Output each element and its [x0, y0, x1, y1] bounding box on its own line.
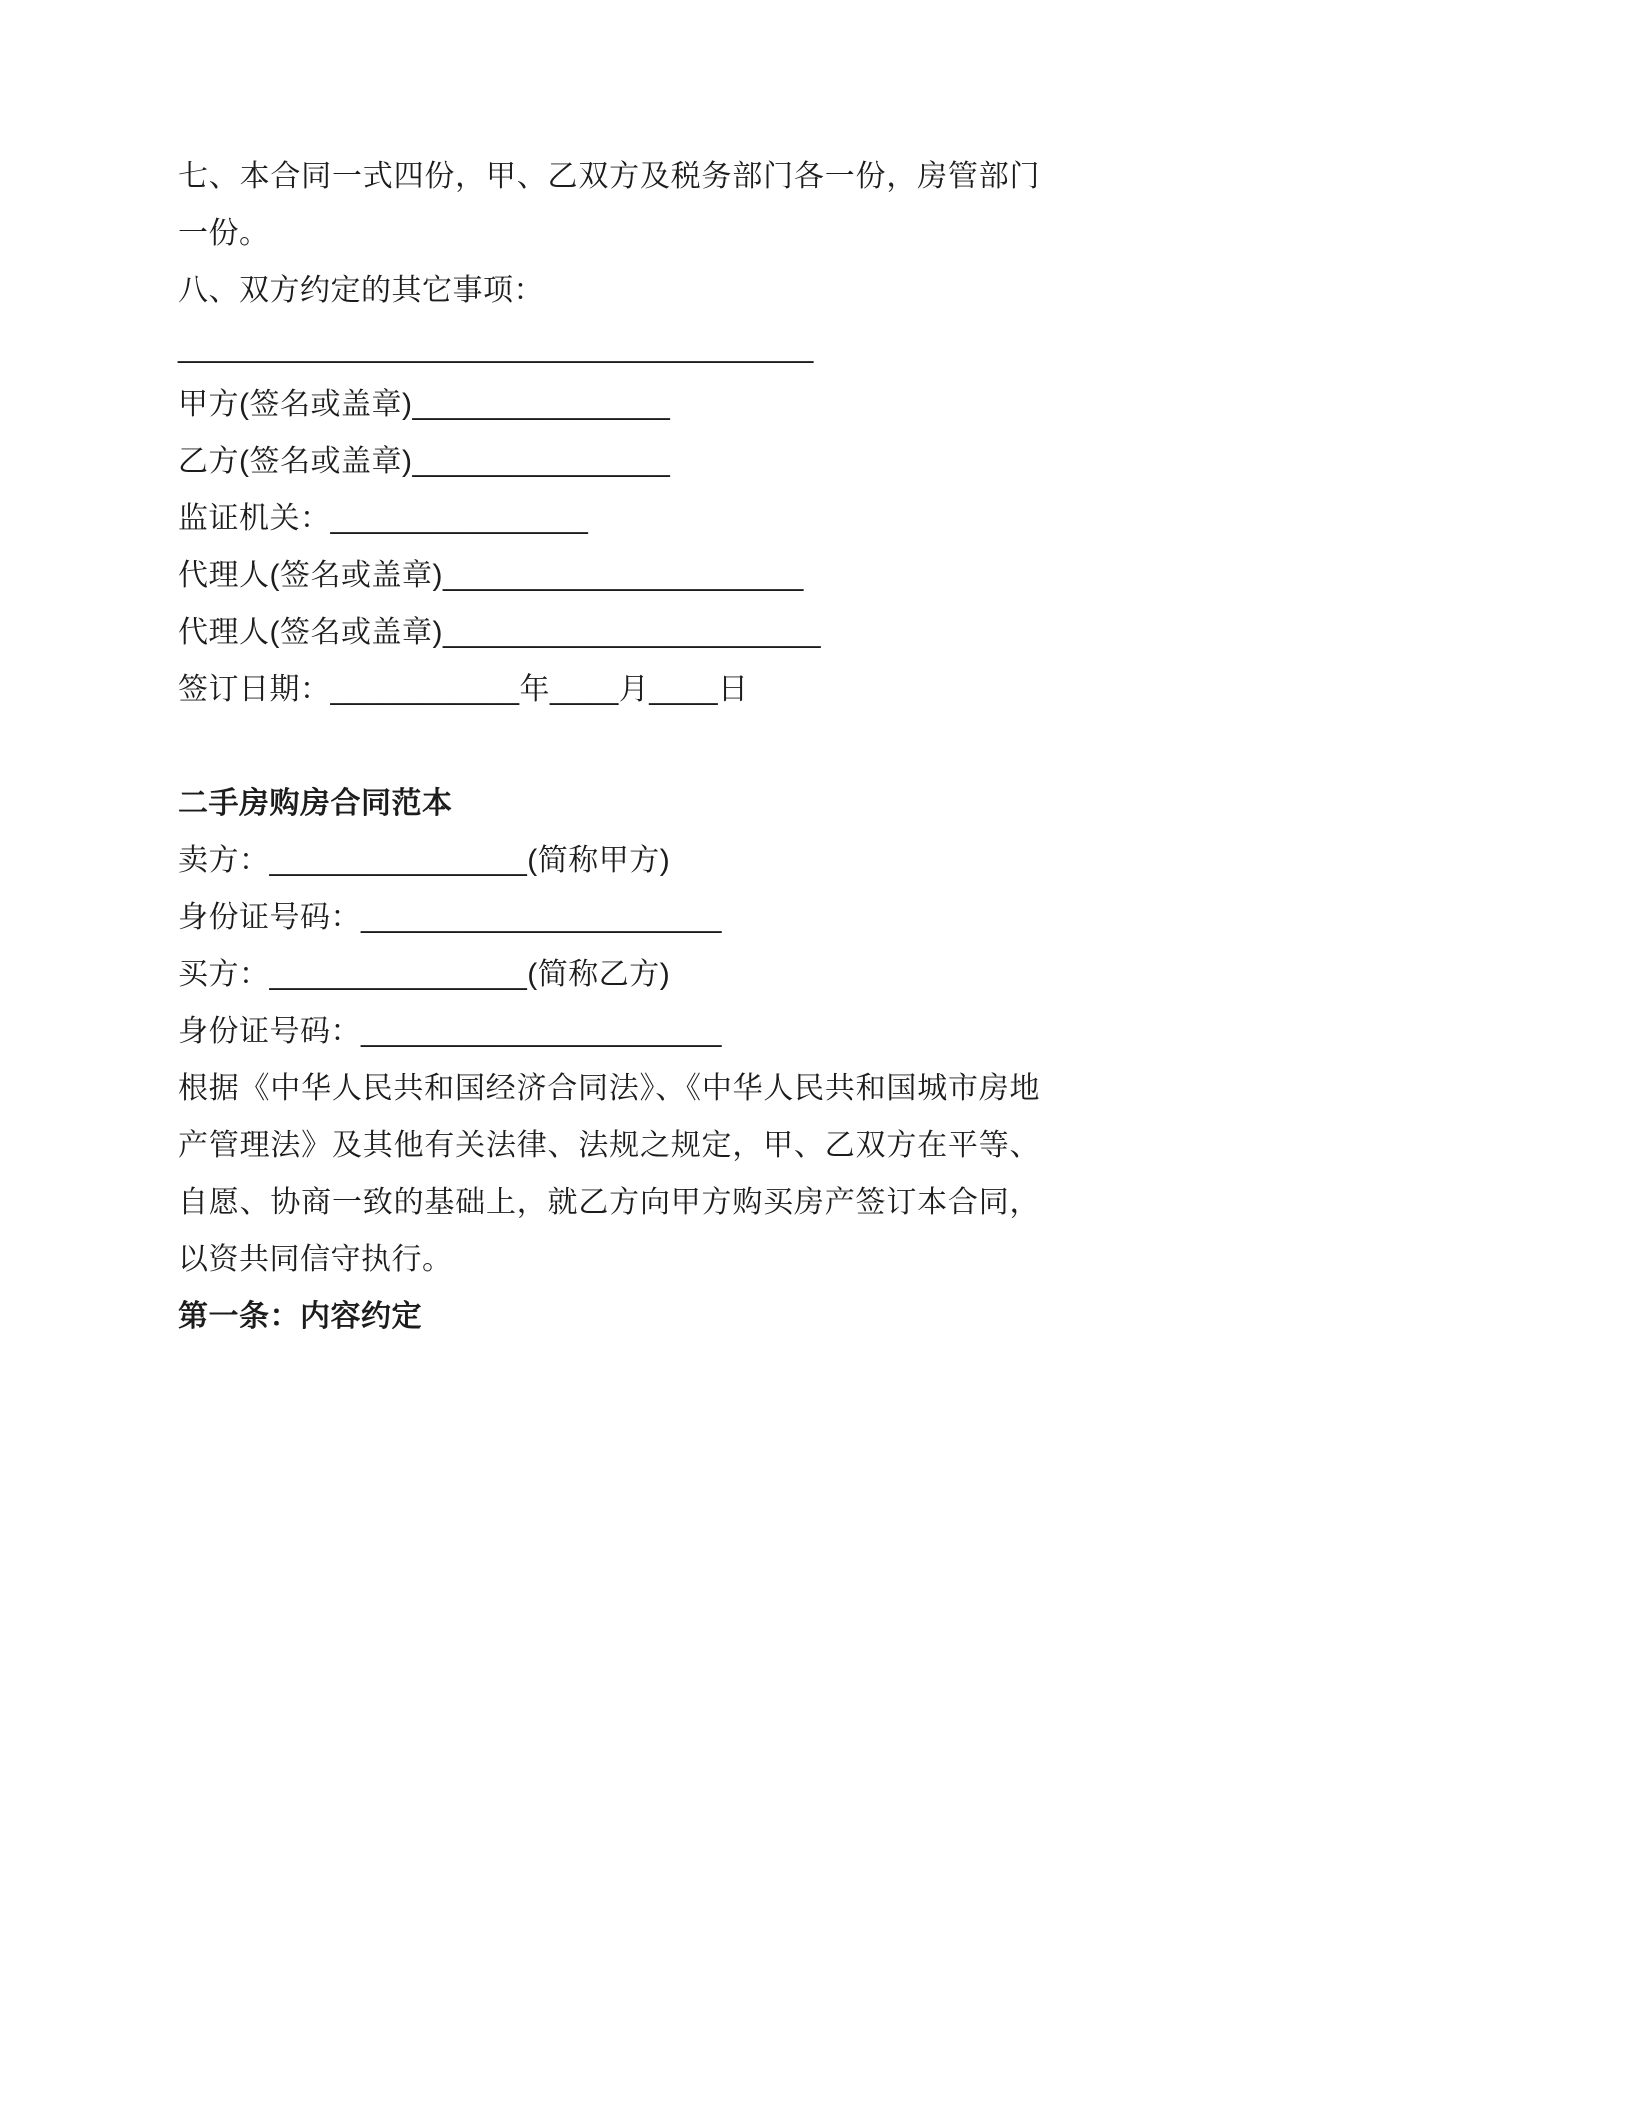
contract-title: 二手房购房合同范本	[178, 787, 453, 820]
seller-line: 卖方：_______________(简称甲方)	[178, 844, 671, 877]
buyer-id-line: 身份证号码：_____________________	[178, 1015, 722, 1048]
agent-signature-line-2: 代理人(签名或盖章)______________________	[178, 616, 822, 649]
agent-signature-line-1: 代理人(签名或盖章)_____________________	[178, 559, 804, 592]
clause-seven-copies: 七、本合同一式四份，甲、乙双方及税务部门各一份，房管部门一份。	[178, 160, 1040, 250]
preamble-paragraph: 根据《中华人民共和国经济合同法》、《中华人民共和国城市房地产管理法》及其他有关法律、法规之规定，甲、乙双方在平等、自愿、协商一致的基础上，就乙方向甲方购买房产签订本合同，以资共同信守执行。	[178, 1072, 1040, 1276]
contract-text-block	[178, 148, 1040, 1345]
article-one-heading: 第一条：内容约定	[178, 1300, 422, 1333]
buyer-line: 买方：_______________(简称乙方)	[178, 958, 671, 991]
blank-line-spacer	[178, 718, 1040, 775]
seller-id-line: 身份证号码：_____________________	[178, 901, 722, 934]
notary-authority-line: 监证机关：_______________	[178, 502, 589, 535]
party-b-signature-line: 乙方(签名或盖章)_______________	[178, 445, 671, 478]
signing-date-line: 签订日期：___________年____月____日	[178, 673, 749, 706]
party-a-signature-line: 甲方(签名或盖章)_______________	[178, 388, 671, 421]
clause-eight-other-matters: 八、双方约定的其它事项：	[178, 274, 544, 307]
blank-fill-line: _____________________________________	[178, 331, 814, 364]
